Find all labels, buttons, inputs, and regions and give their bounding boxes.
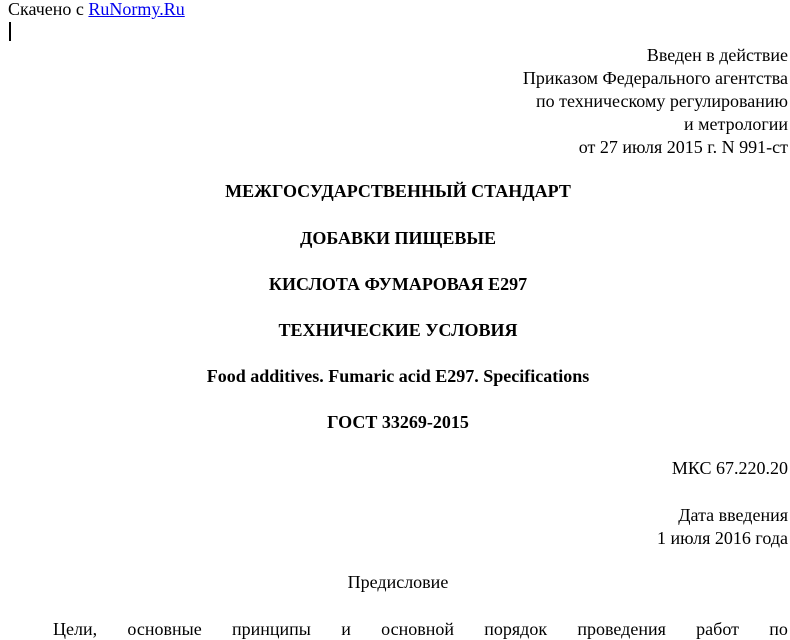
approval-block (523, 44, 788, 159)
intro-date-value: 1 июля 2016 года (657, 528, 788, 548)
foreword-heading: Предисловие (347, 572, 449, 592)
paragraph-word: работ (696, 619, 739, 639)
category-heading: ДОБАВКИ ПИЩЕВЫЕ (299, 228, 497, 248)
paragraph-word: проведения (577, 619, 666, 639)
approval-line: Введен в действие (646, 45, 788, 65)
paragraph-word: принципы (232, 619, 311, 639)
paragraph-word: порядок (484, 619, 548, 639)
source-link[interactable]: RuNormy.Ru (88, 0, 185, 19)
approval-line: от 27 июля 2015 г. N 991-ст (578, 137, 788, 157)
source-prefix: Скачено с (8, 0, 89, 19)
paragraph-word: основной (381, 619, 454, 639)
paragraph-word: основные (127, 619, 202, 639)
paragraph-word: Цели, (53, 619, 98, 639)
text-cursor (9, 22, 11, 41)
approval-line: и метрологии (684, 114, 788, 134)
english-title: Food additives. Fumaric acid E297. Specifications (206, 366, 590, 386)
approval-line: по техническому регулированию (535, 91, 788, 111)
standard-type-heading: МЕЖГОСУДАРСТВЕННЫЙ СТАНДАРТ (225, 181, 571, 201)
paragraph-word: по (769, 619, 788, 639)
intro-date-label: Дата введения (678, 505, 788, 525)
approval-line: Приказом Федерального агентства (522, 68, 788, 88)
document-subtitle: ТЕХНИЧЕСКИЕ УСЛОВИЯ (278, 320, 518, 340)
mks-code: МКС 67.220.20 (671, 458, 788, 478)
gost-number: ГОСТ 33269-2015 (327, 412, 469, 432)
source-line (8, 0, 185, 20)
foreword-paragraph (53, 618, 788, 640)
paragraph-word: и (341, 619, 351, 639)
document-title: КИСЛОТА ФУМАРОВАЯ Е297 (268, 274, 528, 294)
